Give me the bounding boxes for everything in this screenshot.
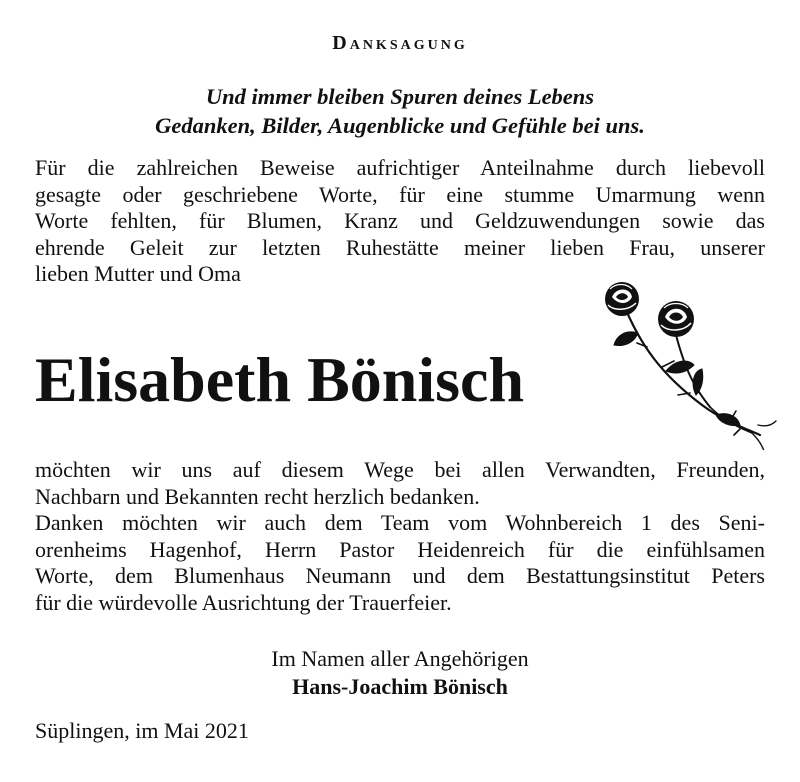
motto-line: Und immer bleiben Spuren deines Lebens [205, 84, 595, 109]
text-line: möchten wir uns auf diesem Wege bei allen Verwandten, Freunden, [35, 457, 765, 482]
text-line: für die würdevolle Ausrichtung der Trauerfeier. [35, 589, 452, 615]
thanks-paragraph-intro [35, 155, 765, 288]
two-roses-icon [592, 275, 782, 450]
text-line: orenheims Hagenhof, Herrn Pastor Heidenreich für die einfühlsamen [35, 536, 765, 562]
text-line: Für die zahlreichen Beweise aufrichtiger Anteilnahme durch liebevoll [35, 155, 765, 180]
text-line: lieben Mutter und Oma [35, 261, 241, 286]
signature-intro: Im Namen aller Angehörigen [271, 646, 529, 671]
place-and-date: Süplingen, im Mai 2021 [35, 718, 249, 743]
motto [0, 82, 800, 140]
text-line: Worte fehlten, für Blumen, Kranz und Geldzuwendungen sowie das [35, 208, 765, 233]
signature-name: Hans-Joachim Bönisch [292, 674, 508, 699]
text-line: Worte, dem Blumenhaus Neumann und dem Bestattungsinstitut Peters [35, 563, 765, 588]
text-line: gesagte oder geschriebene Worte, für eine stumme Umarmung wenn [35, 181, 765, 207]
text-line: ehrende Geleit zur letzten Ruhestätte meiner lieben Frau, unserer [35, 234, 765, 260]
motto-line: Gedanken, Bilder, Augenblicke und Gefühle bei uns. [155, 113, 645, 138]
notice-heading: Danksagung [332, 32, 468, 54]
text-line: Danken möchten wir auch dem Team vom Wohnbereich 1 des Seni- [35, 510, 765, 535]
deceased-name: Elisabeth Bönisch [35, 344, 525, 415]
text-line: Nachbarn und Bekannten recht herzlich bedanken. [35, 483, 480, 509]
thanks-paragraph-main [35, 457, 765, 616]
